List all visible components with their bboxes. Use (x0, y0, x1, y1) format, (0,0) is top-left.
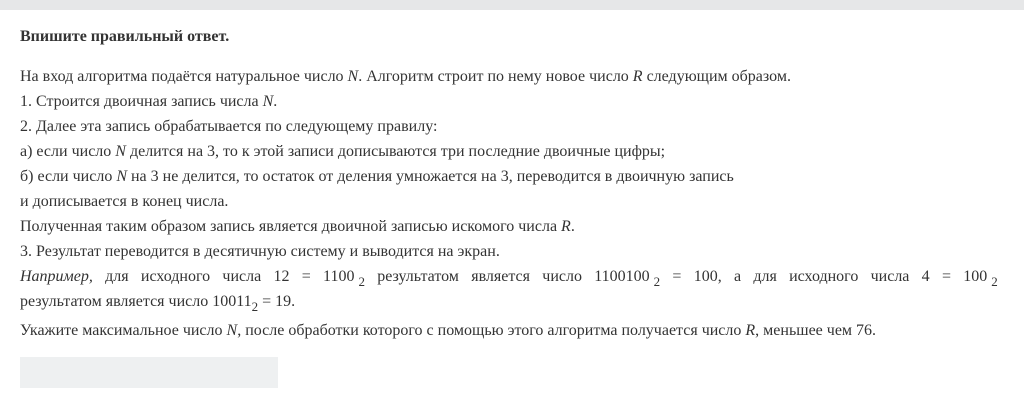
question-line (20, 318, 1010, 343)
binary-number (594, 264, 660, 289)
text: исходного (140, 268, 211, 285)
text: на 3 не делится, то остаток от деления умножается на 3, переводится в двоичную запись (126, 168, 734, 185)
example-line-2 (20, 289, 1010, 314)
text: , после обработки которого с помощью этого алгоритма получается число (237, 322, 746, 339)
task-line-5 (20, 164, 1010, 189)
text: б) если число (20, 168, 117, 185)
equals: = (672, 268, 682, 285)
binary-number (323, 264, 365, 289)
task-line-7 (20, 214, 1010, 239)
task-heading: Впишите правильный ответ. (20, 28, 230, 45)
number: 100, (693, 268, 722, 285)
text: результатом является число 10011 (20, 293, 252, 310)
number: 12 (273, 268, 290, 285)
task-content (20, 26, 1010, 343)
variable-n: N (116, 168, 127, 185)
text: На вход алгоритма подаётся натуральное число (20, 68, 348, 85)
variable-r: R (745, 322, 756, 339)
equals: = (941, 268, 951, 285)
text: 1. Строится двоичная запись числа (20, 93, 263, 110)
task-line-4 (20, 139, 1010, 164)
text: числа (870, 268, 910, 285)
text: исходного (789, 268, 859, 285)
variable-n: N (226, 322, 238, 339)
text: . Алгоритм строит по нему новое число (358, 68, 633, 85)
task-line-8: 3. Результат переводится в десятичную систему и выводится на экран. (20, 243, 500, 260)
text: . (570, 218, 575, 235)
variable-r: R (561, 218, 571, 235)
example-line-1 (20, 264, 998, 289)
text: является (471, 268, 530, 285)
text: . (273, 93, 278, 110)
task-line-3: 2. Далее эта запись обрабатывается по следующему правилу: (20, 118, 438, 135)
text: число (542, 268, 582, 285)
task-line-6: и дописывается в конец числа. (20, 193, 229, 210)
text: а) если число (20, 143, 116, 160)
text: Укажите максимальное число (20, 322, 227, 339)
text: = 19. (258, 293, 296, 310)
text: для (753, 268, 777, 285)
text: следующим образом. (642, 68, 791, 85)
base-subscript: 2 (991, 274, 998, 289)
top-strip (0, 0, 1024, 10)
equals: = (301, 268, 311, 285)
text: результатом (377, 268, 459, 285)
binary-digits: 1100100 (594, 268, 650, 285)
text: а (733, 268, 742, 285)
answer-input[interactable] (20, 357, 278, 388)
variable-n: N (347, 68, 359, 85)
text: , меньшее чем 76. (755, 322, 877, 339)
task-line-2 (20, 89, 1010, 114)
binary-number (963, 264, 998, 289)
example-word: Например, (20, 268, 93, 285)
task-line-1 (20, 64, 1010, 89)
binary-digits: 1100 (323, 268, 355, 285)
variable-n: N (115, 143, 126, 160)
text: делится на 3, то к этой записи дописываются три последние двоичные цифры; (125, 143, 666, 160)
base-subscript: 2 (251, 299, 259, 314)
binary-digits: 100 (963, 268, 988, 285)
base-subscript: 2 (358, 274, 365, 289)
text: Полученная таким образом запись является двоичной записью искомого числа (20, 218, 562, 235)
number: 4 (921, 268, 930, 285)
text: числа (222, 268, 262, 285)
text: для (105, 268, 129, 285)
variable-r: R (632, 68, 643, 85)
base-subscript: 2 (653, 274, 661, 289)
variable-n: N (262, 93, 274, 110)
